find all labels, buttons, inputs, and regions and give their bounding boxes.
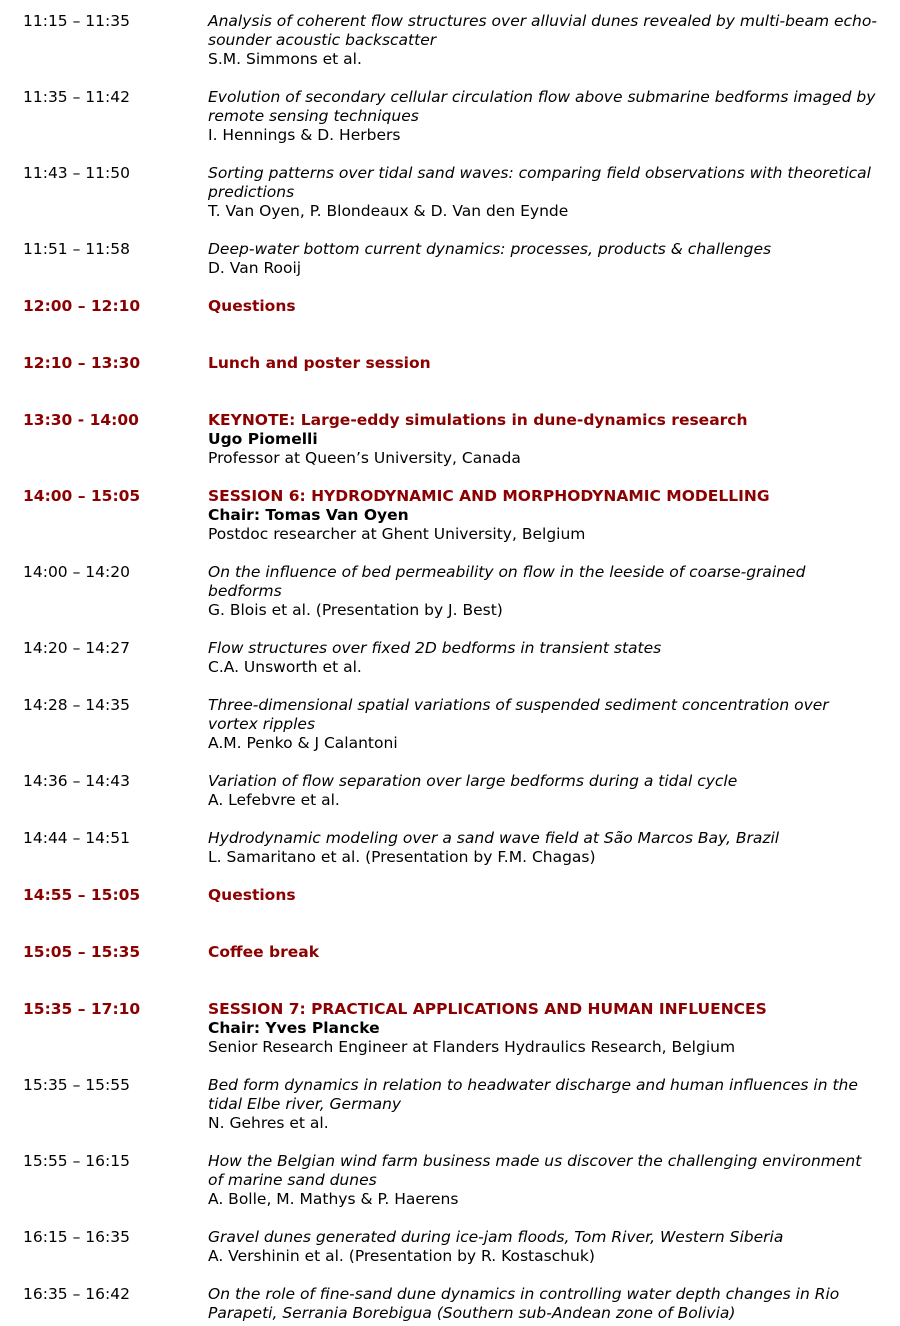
time-slot: 15:05 – 15:35 <box>23 943 141 961</box>
talk-entry <box>0 1076 900 1133</box>
talk-title: On the role of fine-sand dune dynamics in controlling water depth changes in Rio Parapeti, Serrania Borebigua (Southern sub-Andean zone of Bolivia) <box>208 1285 840 1322</box>
speaker-affiliation: Professor at Queen’s University, Canada <box>208 449 521 467</box>
break-entry <box>0 354 900 373</box>
talk-entry <box>0 696 900 753</box>
time-slot: 14:36 – 14:43 <box>23 772 130 790</box>
talk-authors: G. Blois et al. (Presentation by J. Best) <box>208 601 503 619</box>
time-slot: 14:00 – 14:20 <box>23 563 130 581</box>
questions-heading: Questions <box>208 297 296 315</box>
session-entry <box>0 487 900 544</box>
talk-entry <box>0 164 900 221</box>
chair-affiliation: Postdoc researcher at Ghent University, Belgium <box>208 525 586 543</box>
time-slot: 14:55 – 15:05 <box>23 886 141 904</box>
talk-entry <box>0 1228 900 1266</box>
talk-title: Flow structures over fixed 2D bedforms in transient states <box>208 639 662 657</box>
time-slot: 16:15 – 16:35 <box>23 1228 130 1246</box>
time-slot: 12:10 – 13:30 <box>23 354 141 372</box>
break-entry <box>0 297 900 316</box>
lunch-heading: Lunch and poster session <box>208 354 431 372</box>
time-slot: 11:15 – 11:35 <box>23 12 130 30</box>
chair-affiliation: Senior Research Engineer at Flanders Hydraulics Research, Belgium <box>208 1038 736 1056</box>
talk-title: Hydrodynamic modeling over a sand wave field at São Marcos Bay, Brazil <box>208 829 780 847</box>
talk-title: Evolution of secondary cellular circulation flow above submarine bedforms imaged by remote sensing techniques <box>208 88 876 125</box>
talk-entry <box>0 1285 900 1323</box>
talk-title: Sorting patterns over tidal sand waves: comparing field observations with theoretical predictions <box>208 164 871 201</box>
talk-title: Deep-water bottom current dynamics: processes, products & challenges <box>208 240 772 258</box>
session-entry <box>0 1000 900 1057</box>
talk-entry <box>0 240 900 278</box>
talk-entry <box>0 639 900 677</box>
talk-authors: A. Bolle, M. Mathys & P. Haerens <box>208 1190 459 1208</box>
talk-title: Analysis of coherent flow structures over alluvial dunes revealed by multi-beam echo-sounder acoustic backscatter <box>208 12 877 49</box>
talk-title: Three-dimensional spatial variations of suspended sediment concentration over vortex ripples <box>208 696 829 733</box>
talk-authors: I. Hennings & D. Herbers <box>208 126 401 144</box>
talk-title: Variation of flow separation over large bedforms during a tidal cycle <box>208 772 738 790</box>
talk-authors: A.M. Penko & J Calantoni <box>208 734 398 752</box>
break-entry <box>0 943 900 962</box>
talk-authors: C.A. Unsworth et al. <box>208 658 362 676</box>
keynote-speaker: Ugo Piomelli <box>208 430 318 448</box>
talk-authors: S.M. Simmons et al. <box>208 50 362 68</box>
time-slot: 16:35 – 16:42 <box>23 1285 130 1303</box>
time-slot: 14:00 – 15:05 <box>23 487 141 505</box>
time-slot: 14:44 – 14:51 <box>23 829 130 847</box>
session-chair: Chair: Tomas Van Oyen <box>208 506 409 524</box>
time-slot: 15:55 – 16:15 <box>23 1152 130 1170</box>
session-heading: SESSION 6: HYDRODYNAMIC AND MORPHODYNAMIC MODELLING <box>208 487 770 505</box>
time-slot: 14:28 – 14:35 <box>23 696 130 714</box>
talk-authors: T. Van Oyen, P. Blondeaux & D. Van den Eynde <box>208 202 569 220</box>
time-slot: 11:51 – 11:58 <box>23 240 130 258</box>
time-slot: 11:43 – 11:50 <box>23 164 130 182</box>
break-entry <box>0 886 900 905</box>
time-slot: 15:35 – 15:55 <box>23 1076 130 1094</box>
talk-title: Bed form dynamics in relation to headwater discharge and human influences in the tidal Elbe river, Germany <box>208 1076 858 1113</box>
talk-authors: A. Vershinin et al. (Presentation by R. Kostaschuk) <box>208 1247 595 1265</box>
talk-authors: N. Gehres et al. <box>208 1114 329 1132</box>
talk-entry <box>0 829 900 867</box>
time-slot: 15:35 – 17:10 <box>23 1000 141 1018</box>
talk-title: How the Belgian wind farm business made us discover the challenging environment of marine sand dunes <box>208 1152 862 1189</box>
coffee-break-heading: Coffee break <box>208 943 320 961</box>
talk-authors: D. Van Rooij <box>208 259 302 277</box>
session-heading: SESSION 7: PRACTICAL APPLICATIONS AND HUMAN INFLUENCES <box>208 1000 767 1018</box>
time-slot: 12:00 – 12:10 <box>23 297 141 315</box>
talk-title: On the influence of bed permeability on flow in the leeside of coarse-grained bedforms <box>208 563 806 600</box>
talk-authors: A. Lefebvre et al. <box>208 791 340 809</box>
keynote-entry <box>0 411 900 468</box>
talk-title: Gravel dunes generated during ice-jam floods, Tom River, Western Siberia <box>208 1228 784 1246</box>
talk-entry <box>0 88 900 145</box>
talk-authors: L. Samaritano et al. (Presentation by F.M. Chagas) <box>208 848 596 866</box>
talk-entry <box>0 772 900 810</box>
program-schedule <box>0 12 900 1323</box>
talk-entry <box>0 1152 900 1209</box>
talk-entry <box>0 563 900 620</box>
questions-heading: Questions <box>208 886 296 904</box>
time-slot: 14:20 – 14:27 <box>23 639 130 657</box>
keynote-heading: KEYNOTE: Large-eddy simulations in dune-dynamics research <box>208 411 748 429</box>
time-slot: 13:30 - 14:00 <box>23 411 139 429</box>
time-slot: 11:35 – 11:42 <box>23 88 130 106</box>
talk-entry <box>0 12 900 69</box>
session-chair: Chair: Yves Plancke <box>208 1019 380 1037</box>
